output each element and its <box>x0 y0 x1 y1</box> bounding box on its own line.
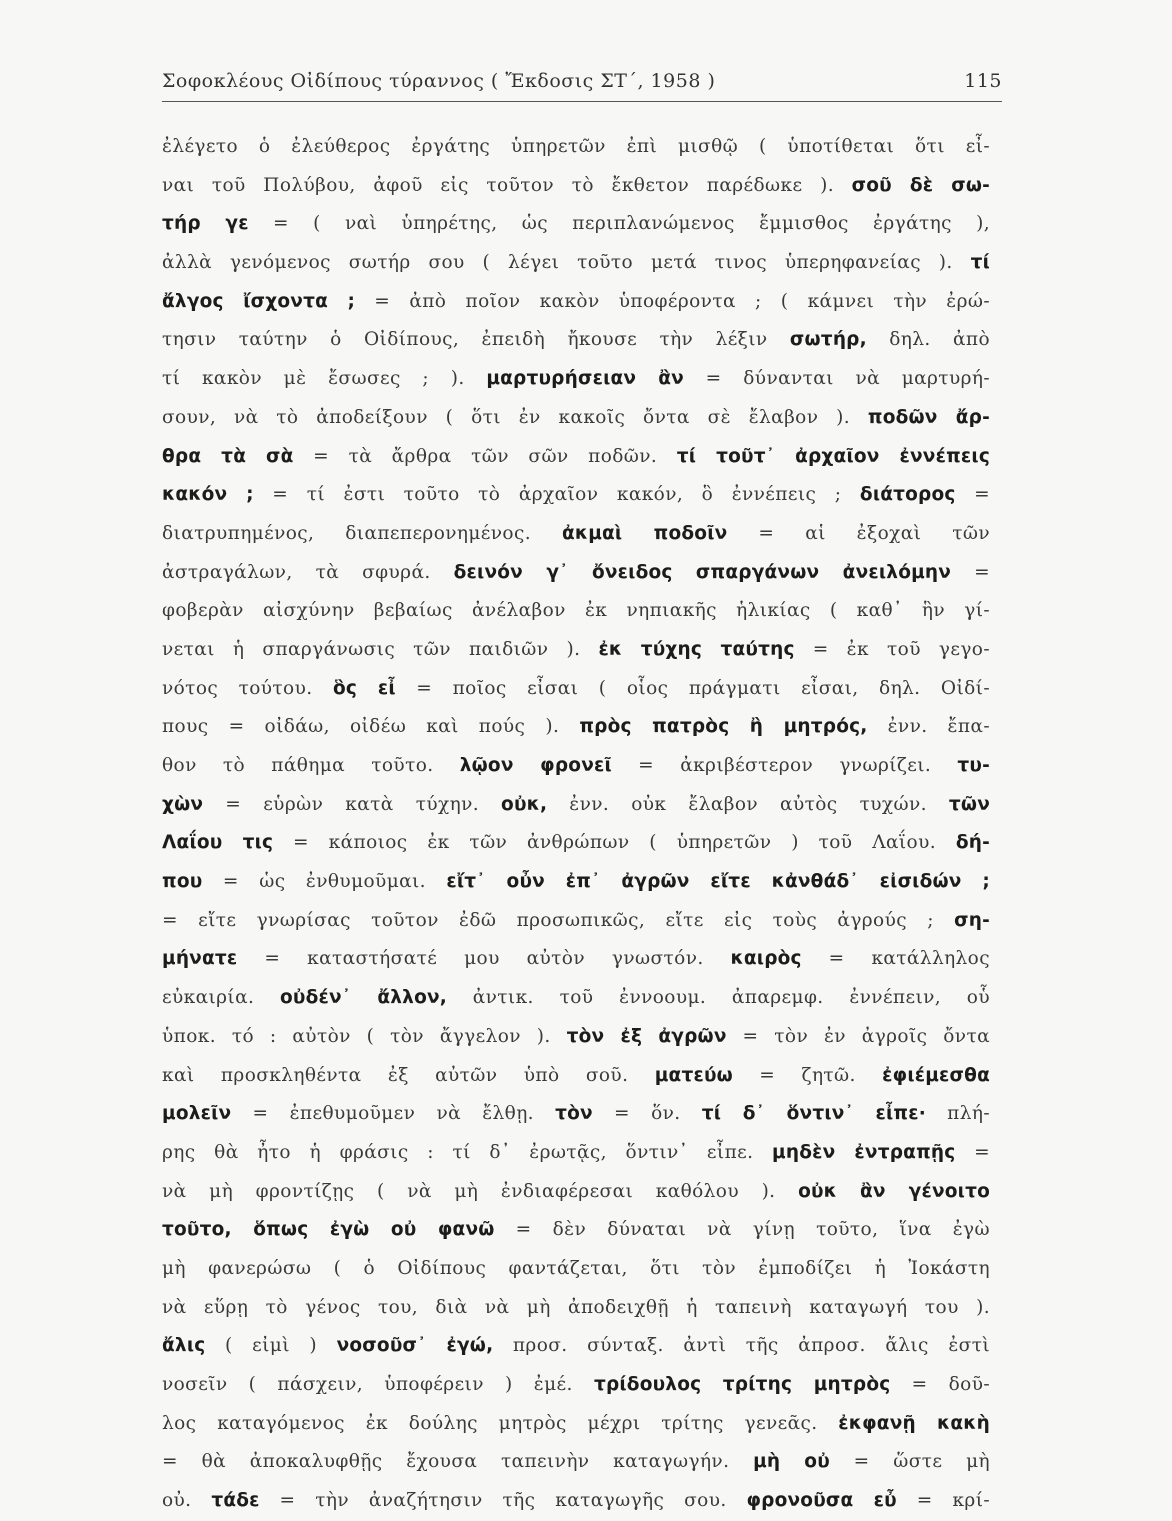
text-line <box>162 205 990 244</box>
text-line <box>162 1482 990 1521</box>
text-line <box>162 554 990 593</box>
gloss-text: = τί ἐστι τοῦτο τὸ ἀρχαῖον κακόν, ὃ ἐννέπεις ; <box>253 484 860 506</box>
lemma-term: τί τοῦτ᾽ ἀρχαῖον ἐννέπεις <box>676 445 991 467</box>
text-line <box>162 438 990 477</box>
text-line <box>162 1327 990 1366</box>
text-line <box>162 1250 990 1289</box>
lemma-term: ἐκ τύχης ταύτης <box>598 638 795 660</box>
text-line <box>162 283 990 322</box>
text-line <box>162 708 990 747</box>
gloss-text: νεται ἡ σπαργάνωσις τῶν παιδιῶν ). <box>162 638 599 660</box>
gloss-text: = ὡς ἐνθυμοῦμαι. <box>202 871 447 893</box>
lemma-term: οὐδέν᾽ ἄλλον, <box>279 987 448 1009</box>
lemma-term: ἄλις <box>162 1335 206 1357</box>
gloss-text: εὐκαιρία. <box>162 987 280 1009</box>
lemma-term: μολεῖν <box>162 1103 232 1125</box>
running-title: Σοφοκλέους Οἰδίπους τύραννος ( Ἔκδοσις ΣΤ΄, 1958 ) <box>162 70 716 92</box>
gloss-text: τησιν ταύτην ὁ Οἰδίπους, ἐπειδὴ ἤκουσε τὴν λέξιν <box>162 329 790 351</box>
gloss-text: = ποῖος εἶσαι ( οἷος πράγματι εἶσαι, δηλ. Οἰδί- <box>395 677 990 699</box>
gloss-text: ὑποκ. τό : αὐτὸν ( τὸν ἄγγελον ). <box>162 1025 567 1047</box>
text-line <box>162 786 990 825</box>
lemma-term: που <box>162 871 203 893</box>
gloss-text: ἐνν. ἔπα- <box>867 716 990 738</box>
gloss-text: δηλ. ἀπὸ <box>866 329 990 351</box>
gloss-text: νότος τούτου. <box>162 677 333 699</box>
lemma-term: ἐφιέμεσθα <box>882 1064 990 1086</box>
commentary-text <box>162 128 990 1521</box>
lemma-term: τυ- <box>957 755 990 776</box>
text-line <box>162 1405 990 1444</box>
lemma-term: θρα τὰ σὰ <box>162 445 294 467</box>
gloss-text: ναι τοῦ Πολύβου, ἀφοῦ εἰς τοῦτον τὸ ἔκθετον παρέδωκε ). <box>162 174 852 196</box>
gloss-text: = κρί- <box>896 1490 990 1512</box>
text-line <box>162 128 990 167</box>
text-line <box>162 824 990 863</box>
gloss-text: νὰ εὕρῃ τὸ γένος του, διὰ νὰ μὴ ἀποδειχθῇ ἡ ταπεινὴ καταγωγή του ). <box>162 1296 990 1318</box>
gloss-text: μὴ φανερώσω ( ὁ Οἰδίπους φαντάζεται, ὅτι τὸν ἐμποδίζει ἡ Ἰοκάστη <box>162 1257 990 1279</box>
gloss-text: = ἀπὸ ποῖον κακὸν ὑποφέροντα ; ( κάμνει τὴν ἐρώ- <box>355 290 990 312</box>
lemma-term: ἄλγος ἴσχοντα ; <box>162 290 356 312</box>
text-line <box>162 902 990 941</box>
text-line <box>162 515 990 554</box>
gloss-text: = ὅν. <box>592 1103 702 1125</box>
lemma-term: Λαΐου τις <box>162 832 274 854</box>
text-line <box>162 244 990 283</box>
gloss-text: = θὰ ἀποκαλυφθῇς ἔχουσα ταπεινὴν καταγωγήν. <box>162 1451 754 1473</box>
lemma-term: σοῦ δὲ σω- <box>851 174 990 196</box>
lemma-term: δεινόν γ᾽ ὄνειδος σπαργάνων ἀνειλόμην <box>453 561 952 583</box>
text-line <box>162 670 990 709</box>
lemma-term: τὸν <box>555 1103 593 1125</box>
gloss-text: διατρυπημένος, διαπεπερονημένος. <box>162 522 562 544</box>
gloss-text: ἀστραγάλων, τὰ σφυρά. <box>162 561 454 583</box>
lemma-term: τί δ᾽ ὅντιν᾽ εἶπε· <box>701 1103 926 1125</box>
lemma-term: μαρτυρήσειαν ἂν <box>486 368 684 390</box>
gloss-text: = ζητῶ. <box>732 1064 883 1086</box>
lemma-term: φρονοῦσα εὖ <box>746 1490 897 1512</box>
gloss-text: ἐλέγετο ὁ ἐλεύθερος ἐργάτης ὑπηρετῶν ἐπὶ μισθῷ ( ὑποτίθεται ὅτι εἶ- <box>162 136 990 157</box>
gloss-text: ρης θὰ ἦτο ἡ φράσις : τί δ᾽ ἐρωτᾷς, ὅντιν᾽ εἶπε. <box>162 1141 773 1163</box>
gloss-text: σουν, νὰ τὸ ἀποδείξουν ( ὅτι ἐν κακοῖς ὄντα σὲ ἔλαβον ). <box>162 406 868 428</box>
lemma-term: ση- <box>954 909 990 931</box>
lemma-term: ματεύω <box>654 1064 733 1086</box>
lemma-term: κακόν ; <box>162 484 254 506</box>
lemma-term: οὐκ ἂν γένοιτο <box>798 1180 990 1202</box>
lemma-term: λῷον φρονεῖ <box>459 755 612 776</box>
text-line <box>162 476 990 515</box>
text-line <box>162 1366 990 1405</box>
text-line <box>162 321 990 360</box>
gloss-text: φοβερὰν αἰσχύνην βεβαίως ἀνέλαβον ἐκ νηπιακῆς ἡλικίας ( καθ᾽ ἣν γί- <box>162 600 990 622</box>
lemma-term: σωτήρ, <box>789 329 867 351</box>
lemma-term: τρίδουλος τρίτης μητρὸς <box>593 1374 891 1395</box>
text-line <box>162 631 990 670</box>
lemma-term: οὐκ, <box>501 793 548 815</box>
lemma-term: τάδε <box>211 1490 260 1512</box>
gloss-text: = δοῦ- <box>890 1374 990 1395</box>
gloss-text: προσ. σύνταξ. ἀντὶ τῆς ἀπροσ. ἄλις ἐστὶ <box>493 1335 990 1357</box>
lemma-term: τήρ γε <box>162 213 249 235</box>
gloss-text: λος καταγόμενος ἐκ δούλης μητρὸς μέχρι τρίτης γενεᾶς. <box>162 1412 839 1434</box>
gloss-text: νὰ μὴ φροντίζῃς ( νὰ μὴ ἐνδιαφέρεσαι καθόλου ). <box>162 1180 799 1202</box>
gloss-text: = ἀκριβέστερον γνωρίζει. <box>611 755 958 776</box>
text-line <box>162 1173 990 1212</box>
gloss-text: = εὑρὼν κατὰ τύχην. <box>203 793 502 815</box>
gloss-text: καὶ προσκληθέντα ἐξ αὐτῶν ὑπὸ σοῦ. <box>162 1064 655 1086</box>
gloss-text: = ( ναὶ ὑπηρέτης, ὡς περιπλανώμενος ἔμμισθος ἐργάτης ), <box>248 213 990 235</box>
lemma-term: μήνατε <box>162 948 238 970</box>
gloss-text: = δὲν δύναται νὰ γίνῃ τοῦτο, ἵνα ἐγὼ <box>494 1219 990 1241</box>
text-line <box>162 592 990 631</box>
gloss-text: θον τὸ πάθημα τοῦτο. <box>162 755 460 776</box>
gloss-text: τί κακὸν μὲ ἔσωσες ; ). <box>162 368 487 390</box>
gloss-text: = εἴτε γνωρίσας τοῦτον ἐδῶ προσωπικῶς, εἴτε εἰς τοὺς ἀγρούς ; <box>162 909 955 931</box>
lemma-term: τῶν <box>948 793 991 815</box>
gloss-text: ἐνν. οὐκ ἔλαβον αὐτὸς τυχών. <box>547 793 949 815</box>
gloss-text: = τὴν ἀναζήτησιν τῆς καταγωγῆς σου. <box>259 1490 747 1512</box>
lemma-term: χὼν <box>162 793 204 815</box>
gloss-text: = κατάλληλος <box>801 948 990 970</box>
text-line <box>162 1211 990 1250</box>
lemma-term: διάτορος <box>859 484 956 506</box>
gloss-text: = ἐκ τοῦ γεγο- <box>794 638 990 660</box>
text-line <box>162 1443 990 1482</box>
text-line <box>162 1289 990 1328</box>
lemma-term: τὸν ἐξ ἀγρῶν <box>566 1025 727 1047</box>
page-number: 115 <box>964 70 1002 92</box>
gloss-text: οὐ. <box>162 1490 212 1512</box>
gloss-text: ἀλλὰ γενόμενος σωτήρ σου ( λέγει τοῦτο μετά τινος ὑπερηφανείας ). <box>162 252 971 274</box>
gloss-text: ( εἰμὶ ) <box>205 1335 337 1357</box>
text-line <box>162 399 990 438</box>
gloss-text: = τὸν ἐν ἀγροῖς ὄντα <box>726 1025 990 1047</box>
text-line <box>162 360 990 399</box>
gloss-text: = κάποιος ἐκ τῶν ἀνθρώπων ( ὑπηρετῶν ) τοῦ Λαΐου. <box>273 832 956 854</box>
gloss-text: ἀντικ. τοῦ ἐννοουμ. ἀπαρεμφ. ἐννέπειν, οὗ <box>447 987 990 1009</box>
gloss-text: = αἱ ἐξοχαὶ τῶν <box>727 522 990 544</box>
lemma-term: δή- <box>955 832 990 854</box>
running-header <box>162 70 1012 100</box>
text-line <box>162 747 990 786</box>
gloss-text: = δύνανται νὰ μαρτυρή- <box>683 368 991 390</box>
lemma-term: μηδὲν ἐντραπῇς <box>772 1141 956 1163</box>
gloss-text: = <box>955 484 990 506</box>
gloss-text: = καταστήσατέ μου αὐτὸν γνωστόν. <box>237 948 731 970</box>
gloss-text: = ἐπεθυμοῦμεν νὰ ἔλθῃ. <box>231 1103 556 1125</box>
lemma-term: εἴτ᾽ οὖν ἐπ᾽ ἀγρῶν εἴτε κἀνθάδ᾽ εἰσιδών ; <box>446 871 990 893</box>
gloss-text: = <box>955 1141 990 1163</box>
lemma-term: τοῦτο, ὅπως ἐγὼ οὐ φανῶ <box>162 1219 495 1241</box>
header-rule <box>162 101 1002 102</box>
lemma-term: ὃς εἶ <box>332 677 396 699</box>
lemma-term: πρὸς πατρὸς ἢ μητρός, <box>579 716 868 738</box>
lemma-term: ἀκμαὶ ποδοῖν <box>561 522 728 544</box>
gloss-text: = ὥστε μὴ <box>829 1451 990 1473</box>
lemma-term: ποδῶν ἄρ- <box>867 406 990 428</box>
lemma-term: ἐκφανῇ κακὴ <box>838 1412 990 1434</box>
lemma-term: καιρὸς <box>730 948 802 970</box>
gloss-text: πλή- <box>926 1103 990 1125</box>
text-line <box>162 1057 990 1096</box>
text-line <box>162 167 990 206</box>
lemma-term: μὴ οὐ <box>753 1451 830 1473</box>
lemma-term: τί <box>970 252 990 274</box>
text-line <box>162 979 990 1018</box>
text-line <box>162 863 990 902</box>
text-line <box>162 1134 990 1173</box>
gloss-text: = τὰ ἄρθρα τῶν σῶν ποδῶν. <box>293 445 677 467</box>
lemma-term: νοσοῦσ᾽ ἐγώ, <box>336 1335 494 1357</box>
text-line <box>162 1095 990 1134</box>
text-line <box>162 1018 990 1057</box>
gloss-text: πους = οἰδάω, οἰδέω καὶ πούς ). <box>162 716 580 738</box>
text-line <box>162 940 990 979</box>
gloss-text: νοσεῖν ( πάσχειν, ὑποφέρειν ) ἐμέ. <box>162 1374 594 1395</box>
gloss-text: = <box>951 561 990 583</box>
